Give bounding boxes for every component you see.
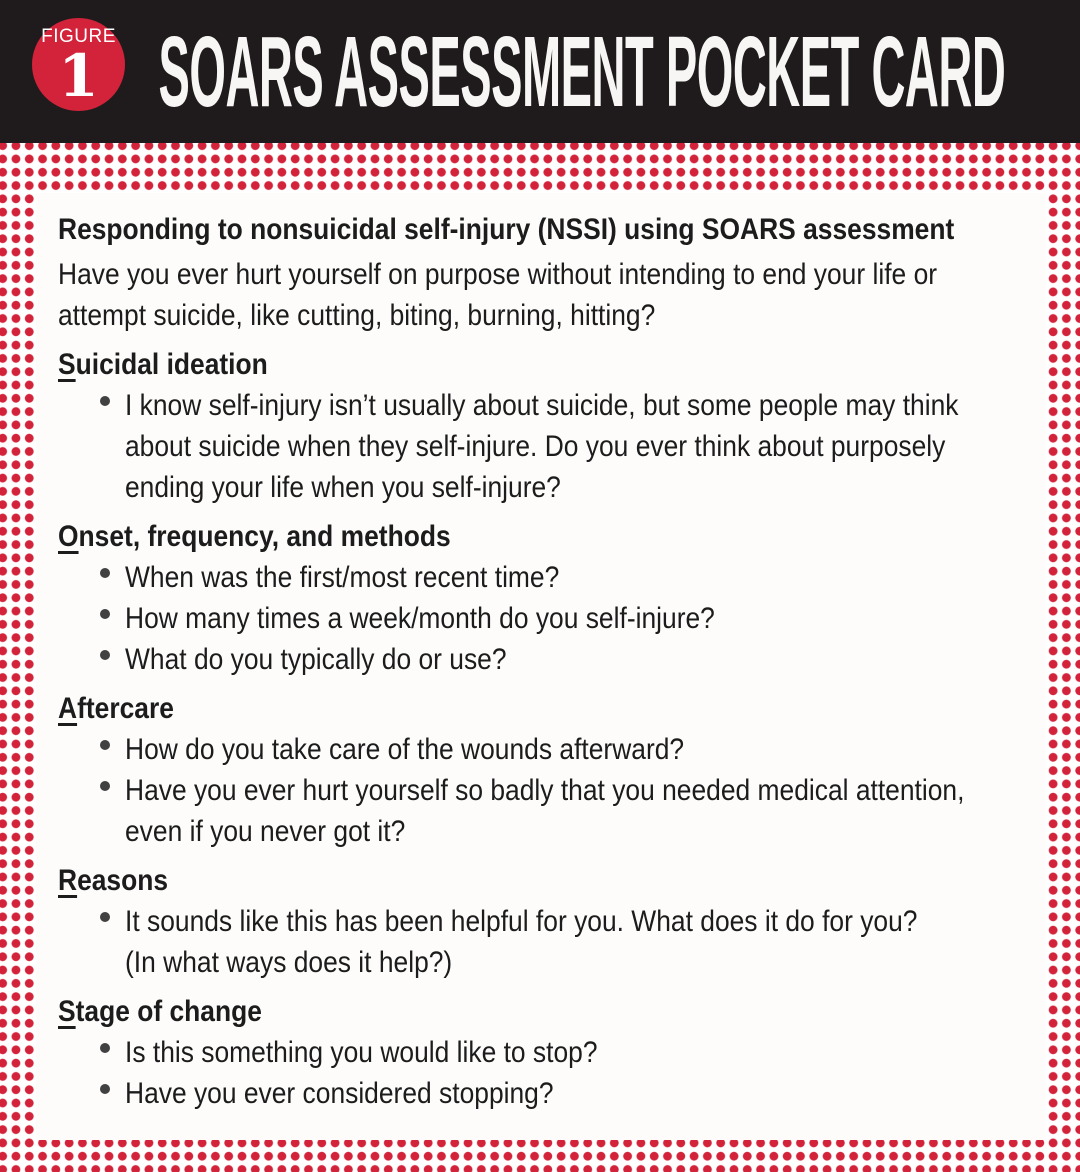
text-line: attempt suicide, like cutting, biting, burning, hitting? xyxy=(58,299,656,332)
assessment-section xyxy=(58,688,1046,852)
figure-badge-label: FIGURE xyxy=(41,26,116,47)
figure-header xyxy=(0,0,1080,143)
bullet-item xyxy=(58,385,1046,508)
bullet-item xyxy=(58,639,1046,680)
text-line: What do you typically do or use? xyxy=(125,643,507,676)
assessment-section xyxy=(58,860,1046,983)
section-title: Aftercare xyxy=(58,692,174,725)
underlined-letter: S xyxy=(58,995,76,1028)
bullet-text xyxy=(125,770,1046,852)
text-line: When was the first/most recent time? xyxy=(125,561,560,594)
text-line: I know self-injury isn’t usually about suicide, but some people may think xyxy=(125,389,959,422)
pocket-card-content xyxy=(36,193,1046,1114)
bullet-item xyxy=(58,1073,1046,1114)
bullet-text xyxy=(125,901,1046,983)
text-line: about suicide when they self-injure. Do you ever think about purposely xyxy=(125,430,946,463)
card-sections xyxy=(58,344,1046,1114)
bullet-item xyxy=(58,1032,1046,1073)
section-bullet-list xyxy=(58,1032,1046,1114)
card-heading: Responding to nonsuicidal self-injury (NSSI) using SOARS assessment xyxy=(58,213,955,246)
underlined-letter: R xyxy=(58,864,78,897)
bullet-text xyxy=(125,729,1046,770)
text-line: (In what ways does it help?) xyxy=(125,946,453,979)
bullet-item xyxy=(58,901,1046,983)
bullet-text xyxy=(125,1032,1046,1073)
assessment-section xyxy=(58,991,1046,1114)
section-bullet-list xyxy=(58,557,1046,680)
underlined-letter: O xyxy=(58,520,79,553)
underlined-letter: A xyxy=(58,692,78,725)
section-title: Suicidal ideation xyxy=(58,348,268,381)
ring-bullet-icon xyxy=(100,1084,110,1094)
text-line: Is this something you would like to stop? xyxy=(125,1036,598,1069)
text-line: Have you ever considered stopping? xyxy=(125,1077,554,1110)
bullet-item xyxy=(58,770,1046,852)
bullet-item xyxy=(58,557,1046,598)
ring-bullet-icon xyxy=(100,650,110,660)
card-intro xyxy=(58,254,1046,336)
dotted-border-frame xyxy=(0,143,1080,1172)
ring-bullet-icon xyxy=(100,781,110,791)
section-title: Reasons xyxy=(58,864,169,897)
bullet-text xyxy=(125,639,1046,680)
section-bullet-list xyxy=(58,901,1046,983)
text-line: It sounds like this has been helpful for you. What does it do for you? xyxy=(125,905,918,938)
pocket-card xyxy=(36,193,1046,1140)
figure-badge-number: 1 xyxy=(58,42,99,110)
bullet-text xyxy=(125,385,1046,508)
ring-bullet-icon xyxy=(100,609,110,619)
bullet-text xyxy=(125,598,1046,639)
assessment-section xyxy=(58,516,1046,680)
section-bullet-list xyxy=(58,729,1046,852)
ring-bullet-icon xyxy=(100,568,110,578)
text-line: even if you never got it? xyxy=(125,815,406,848)
section-bullet-list xyxy=(58,385,1046,508)
ring-bullet-icon xyxy=(100,396,110,406)
text-line: How do you take care of the wounds afterward? xyxy=(125,733,685,766)
bullet-item xyxy=(58,598,1046,639)
ring-bullet-icon xyxy=(100,1043,110,1053)
bullet-text xyxy=(125,557,1046,598)
ring-bullet-icon xyxy=(100,912,110,922)
text-line: ending your life when you self-injure? xyxy=(125,471,561,504)
figure-title-wrap xyxy=(0,0,1080,143)
text-line: Have you ever hurt yourself on purpose without intending to end your life or xyxy=(58,258,938,291)
text-line: How many times a week/month do you self-injure? xyxy=(125,602,715,635)
bullet-text xyxy=(125,1073,1046,1114)
text-line: Have you ever hurt yourself so badly that you needed medical attention, xyxy=(125,774,965,807)
assessment-section xyxy=(58,344,1046,508)
figure-title: SOARS ASSESSMENT POCKET CARD xyxy=(158,15,1006,128)
section-title: Onset, frequency, and methods xyxy=(58,520,451,553)
section-title: Stage of change xyxy=(58,995,262,1028)
ring-bullet-icon xyxy=(100,740,110,750)
underlined-letter: S xyxy=(58,348,76,381)
bullet-item xyxy=(58,729,1046,770)
